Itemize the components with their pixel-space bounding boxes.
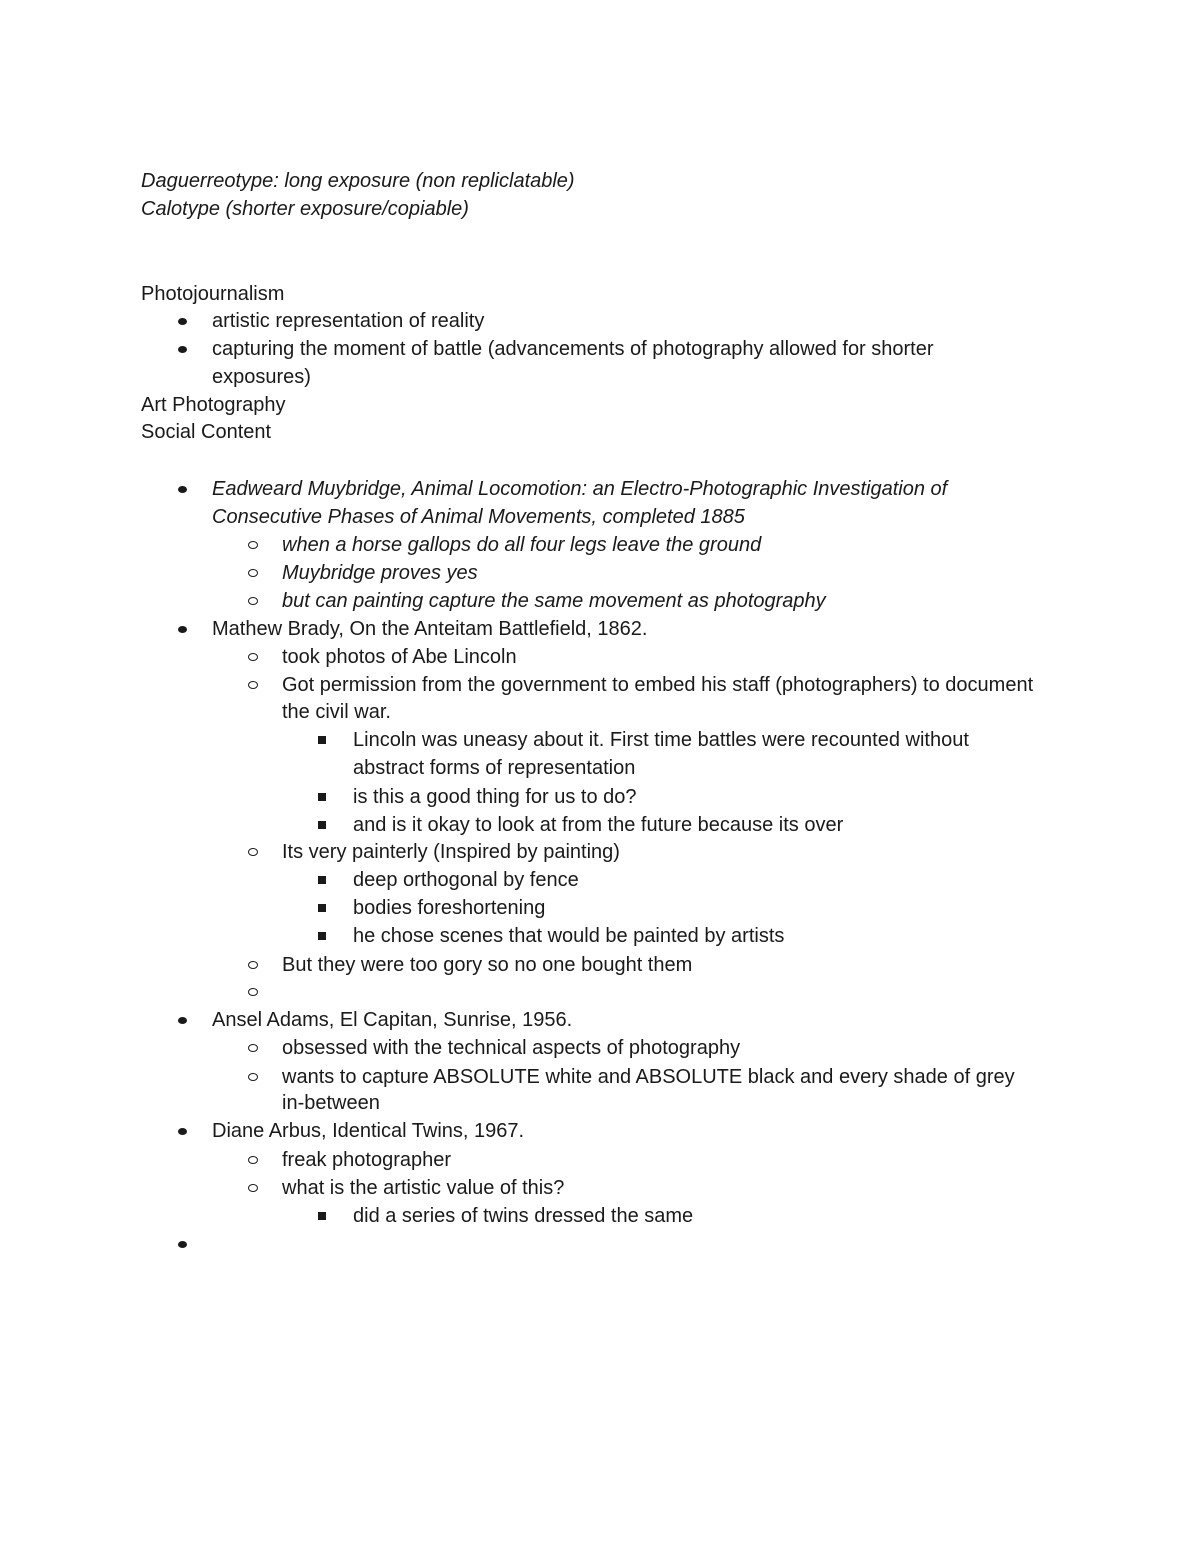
bullet-circle-icon (248, 1156, 258, 1164)
list-item-continuation: in-between (282, 1092, 380, 1114)
list-item: bodies foreshortening (353, 897, 546, 919)
list-item: did a series of twins dressed the same (353, 1205, 694, 1227)
bullet-square-icon (318, 736, 326, 744)
arbus-title: Diane Arbus, Identical Twins, 1967. (212, 1120, 525, 1142)
list-item: artistic representation of reality (212, 310, 485, 332)
bullet-circle-icon (248, 569, 258, 577)
bullet-circle-icon (248, 1184, 258, 1192)
photojournalism-heading: Photojournalism (141, 283, 285, 305)
list-item: what is the artistic value of this? (282, 1177, 565, 1199)
bullet-circle-icon (248, 1073, 258, 1081)
list-item: Lincoln was uneasy about it. First time battles were recounted without (353, 729, 969, 751)
bullet-square-icon (318, 793, 326, 801)
bullet-square-icon (318, 876, 326, 884)
brady-title: Mathew Brady, On the Anteitam Battlefield, 1862. (212, 618, 648, 640)
bullet-disc-icon (178, 318, 187, 325)
list-item: freak photographer (282, 1149, 452, 1171)
bullet-disc-icon (178, 1128, 187, 1135)
list-item-continuation: abstract forms of representation (353, 757, 636, 779)
daguerreotype-line: Daguerreotype: long exposure (non repliclatable) (141, 170, 575, 192)
bullet-disc-icon (178, 1017, 187, 1024)
adams-title: Ansel Adams, El Capitan, Sunrise, 1956. (212, 1009, 573, 1031)
muybridge-title: Eadweard Muybridge, Animal Locomotion: an Electro-Photographic Investigation of (212, 478, 948, 500)
bullet-square-icon (318, 1212, 326, 1220)
bullet-circle-icon (248, 848, 258, 856)
bullet-disc-icon (178, 486, 187, 493)
list-item-continuation: exposures) (212, 366, 311, 388)
bullet-circle-icon (248, 988, 258, 996)
bullet-circle-icon (248, 681, 258, 689)
list-item: Got permission from the government to embed his staff (photographers) to document (282, 674, 1034, 696)
list-item: when a horse gallops do all four legs leave the ground (282, 534, 762, 556)
bullet-disc-icon (178, 1241, 187, 1248)
list-item: deep orthogonal by fence (353, 869, 579, 891)
bullet-disc-icon (178, 626, 187, 633)
bullet-square-icon (318, 821, 326, 829)
list-item: Its very painterly (Inspired by painting) (282, 841, 620, 863)
muybridge-title-continuation: Consecutive Phases of Animal Movements, completed 1885 (212, 506, 745, 528)
list-item: wants to capture ABSOLUTE white and ABSOLUTE black and every shade of grey (282, 1066, 1015, 1088)
bullet-circle-icon (248, 541, 258, 549)
social-content-heading: Social Content (141, 421, 272, 443)
calotype-line: Calotype (shorter exposure/copiable) (141, 198, 469, 220)
bullet-square-icon (318, 904, 326, 912)
list-item: he chose scenes that would be painted by artists (353, 925, 785, 947)
list-item: took photos of Abe Lincoln (282, 646, 517, 668)
list-item: but can painting capture the same movement as photography (282, 590, 826, 612)
list-item-continuation: the civil war. (282, 701, 391, 723)
list-item: is this a good thing for us to do? (353, 786, 637, 808)
list-item: Muybridge proves yes (282, 562, 478, 584)
list-item: obsessed with the technical aspects of photography (282, 1037, 741, 1059)
bullet-disc-icon (178, 346, 187, 353)
list-item: But they were too gory so no one bought them (282, 954, 693, 976)
bullet-square-icon (318, 932, 326, 940)
bullet-circle-icon (248, 961, 258, 969)
bullet-circle-icon (248, 653, 258, 661)
art-photography-heading: Art Photography (141, 394, 286, 416)
bullet-circle-icon (248, 1044, 258, 1052)
bullet-circle-icon (248, 597, 258, 605)
list-item: and is it okay to look at from the future because its over (353, 814, 844, 836)
list-item: capturing the moment of battle (advancements of photography allowed for shorter (212, 338, 934, 360)
